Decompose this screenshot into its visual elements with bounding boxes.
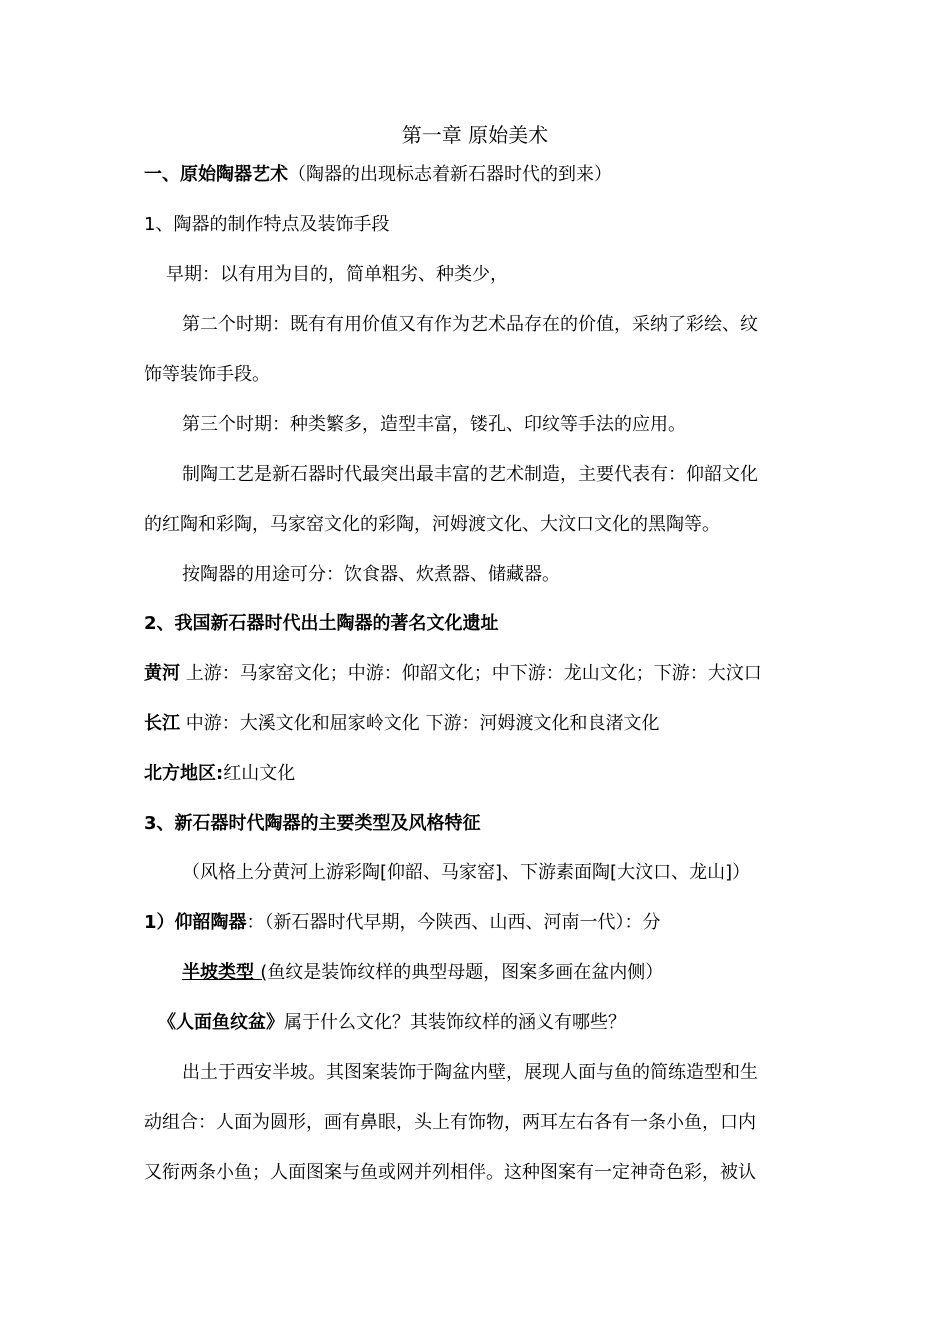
yellow-river-text: 上游：马家窑文化；中游：仰韶文化；中下游：龙山文化；下游：大汶口 <box>180 663 762 684</box>
answer-line-3: 又衔两条小鱼；人面图案与鱼或网并列相伴。这种图案有一定神奇色彩，被认 <box>144 1162 756 1183</box>
section-1-title: 一、原始陶器艺术 <box>144 164 288 185</box>
yellow-river-label: 黄河 <box>144 663 180 684</box>
yangtze-label: 长江 <box>144 713 180 734</box>
section-1-note: （陶器的出现标志着新石器时代的到来） <box>288 164 612 185</box>
paragraph-early: 早期：以有用为目的，简单粗劣、种类少， <box>166 264 508 285</box>
yangshao-line <box>144 911 661 935</box>
paragraph-third: 第三个时期：种类繁多，造型丰富，镂孔、印纹等手法的应用。 <box>182 414 686 435</box>
yangtze-line <box>144 712 659 736</box>
chapter-title: 第一章 原始美术 <box>401 123 549 147</box>
north-label: 北方地区: <box>144 763 224 784</box>
question-line <box>158 1011 626 1035</box>
north-line <box>144 762 295 786</box>
paragraph-craft-line-1: 制陶工艺是新石器时代最突出最丰富的艺术制造，主要代表有：仰韶文化 <box>182 464 758 485</box>
yangshao-label: 1）仰韶陶器 <box>144 912 247 933</box>
answer-line-2: 动组合：人面为圆形，画有鼻眼，头上有饰物，两耳左右各有一条小鱼，口内 <box>144 1112 756 1133</box>
banpo-text: 鱼纹是装饰纹样的典型母题，图案多画在盆内侧） <box>267 962 664 983</box>
yellow-river-line <box>144 662 762 686</box>
style-note: （风格上分黄河上游彩陶[仰韶、马家窑]、下游素面陶[大汶口、龙山]） <box>182 862 751 883</box>
subsection-1-title: 1、陶器的制作特点及装饰手段 <box>144 214 390 235</box>
answer-line-1: 出土于西安半坡。其图案装饰于陶盆内壁，展现人面与鱼的简练造型和生 <box>182 1062 758 1083</box>
banpo-paren: ( <box>260 962 268 983</box>
banpo-label: 半坡类型 <box>182 962 261 983</box>
north-text: 红山文化 <box>223 763 296 784</box>
yangtze-text: 中游：大溪文化和屈家岭文化 下游：河姆渡文化和良渚文化 <box>180 713 660 734</box>
paragraph-second-line-2: 饰等装饰手段。 <box>144 364 270 385</box>
banpo-line <box>182 961 663 985</box>
question-label: 《人面鱼纹盆》 <box>158 1012 284 1033</box>
section-1-heading <box>144 163 612 187</box>
subsection-3-title: 3、新石器时代陶器的主要类型及风格特征 <box>144 813 481 834</box>
paragraph-use: 按陶器的用途可分：饮食器、炊煮器、储藏器。 <box>182 564 560 585</box>
question-text: 属于什么文化？其装饰纹样的涵义有哪些？ <box>284 1012 626 1033</box>
subsection-2-title: 2、我国新石器时代出土陶器的著名文化遗址 <box>144 613 499 634</box>
yangshao-text: ：（新石器时代早期，今陕西、山西、河南一代）：分 <box>246 912 661 933</box>
paragraph-second-line-1: 第二个时期：既有有用价值又有作为艺术品存在的价值，采纳了彩绘、纹 <box>182 314 758 335</box>
paragraph-craft-line-2: 的红陶和彩陶，马家窑文化的彩陶，河姆渡文化、大汶口文化的黑陶等。 <box>144 514 720 535</box>
